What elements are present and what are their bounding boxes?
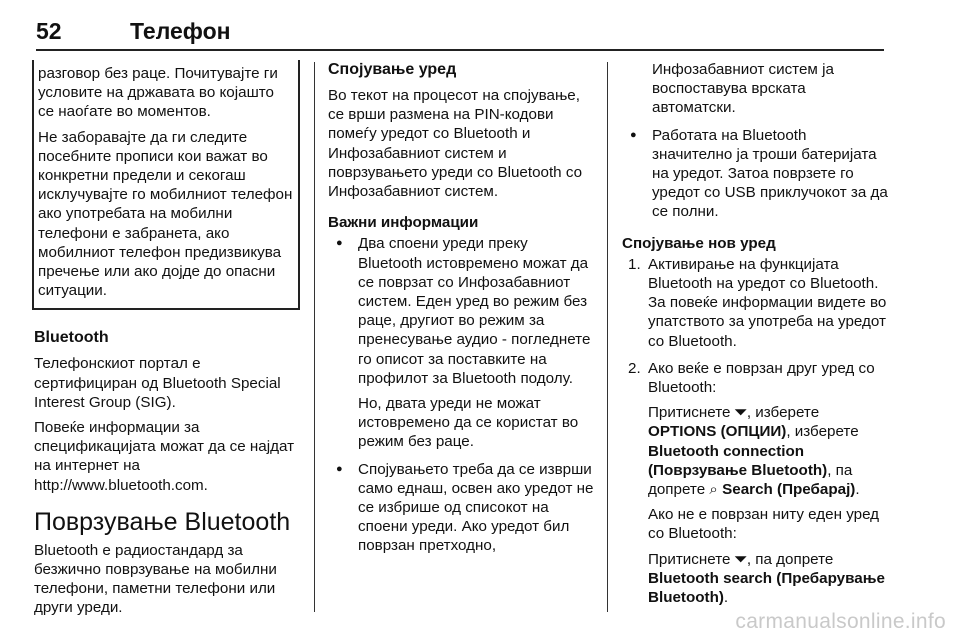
watermark: carmanualsonline.info — [735, 610, 946, 633]
text-fragment: Притиснете — [648, 404, 731, 422]
search-label: Search (Пребарај) — [722, 481, 856, 499]
text-fragment: , па допрете — [746, 550, 834, 568]
list-item — [328, 460, 596, 556]
step-2-paragraph-2 — [648, 403, 890, 499]
column-divider-2 — [607, 62, 608, 612]
text-fragment: , изберете — [786, 423, 859, 441]
new-device-heading: Спојување нов уред — [622, 234, 776, 252]
pairing-paragraph-1: Bluetooth е радиостандард за безжично поврзување на мобилни телефони, паметни телефони или други уреди. — [34, 541, 277, 617]
warning-paragraph-1: разговор без раце. Почитувајте ги условите на државата во којашто се наоѓате во моментов. — [38, 65, 278, 121]
page-title: Телефон — [130, 18, 231, 44]
column-1 — [34, 60, 300, 624]
bullet-1-paragraph-2: Но, двата уреди не можат истовремено да се користат во режим без раце. — [358, 395, 579, 451]
bullet-2-paragraph-1: ● Спојувањето треба да се изврши само еднаш, освен ако уредот не се избрише од списокот на споени уреди. Ако уредот бил поврзан претходно, — [358, 460, 594, 555]
bluetooth-search-label: Bluetooth search (Пребарување Bluetooth) — [648, 569, 885, 607]
step-2-paragraph-4 — [648, 550, 890, 608]
page-header — [36, 18, 886, 48]
text-fragment: Притиснете — [648, 550, 731, 568]
pair-device-heading: Спојување уред — [328, 61, 457, 78]
info-list — [328, 234, 596, 555]
list-item — [622, 359, 890, 607]
column-2 — [328, 60, 596, 564]
step-number: 1. — [628, 255, 641, 273]
warning-box — [32, 60, 300, 310]
text-fragment: . — [855, 481, 860, 499]
bluetooth-heading: Bluetooth — [34, 329, 109, 347]
text-fragment: . — [723, 589, 729, 607]
text-fragment: , изберете — [746, 404, 820, 422]
step-2-paragraph-3: Ако не е поврзан ниту еден уред со Bluetooth: — [648, 506, 880, 543]
column-divider-1 — [314, 62, 315, 612]
search-icon: ⌕ — [709, 481, 718, 499]
step-1-text: Активирање на функцијата Bluetooth на уредот со Bluetooth. За повеќе информации видете во упатството за употреба на уредот со Bluetooth. — [648, 255, 887, 350]
bluetooth-paragraph-1: Телефонскиот портал е сертифициран од Bluetooth Special Interest Group (SIG). — [34, 355, 281, 411]
page-number: 52 — [36, 18, 62, 44]
options-label: OPTIONS (ОПЦИИ) — [648, 423, 787, 441]
bullet-3: ● Работата на Bluetooth значително ја троши батеријата на уредот. Затоа поврзете го уредот со USB приклучокот за да се полни. — [652, 126, 888, 221]
step-2-paragraph-1: Ако веќе е поврзан друг уред со Bluetooth: — [648, 359, 875, 397]
pair-device-intro: Во текот на процесот на спојување, се врши размена на PIN-кодови помеѓу уредот со Bluetooth и Инфозабавниот систем и поврзувањето уреди со Bluetooth со Инфозабавниот систем. — [328, 87, 583, 201]
list-item — [622, 255, 890, 351]
step-number: 2. — [628, 359, 641, 377]
info-list-continued — [622, 126, 890, 222]
steps-list — [622, 255, 890, 607]
phone-icon: ⏷ — [734, 550, 747, 568]
warning-paragraph-2: Не заборавајте да ги следите посебните прописи кои важат во конкретни предели и секогаш исклучувајте го мобилниот телефон ако употребата на мобилни телефони е забранета, ако мобилниот телефон предизвикува пречење или ако дојде до опасни ситуации. — [38, 128, 293, 300]
bullet-1-paragraph-1: ● Два споени уреди преку Bluetooth истовремено можат да се поврзат со Инфозабавниот систем. Еден уред во режим без раце, другиот во режим за пренесување аудио - погледнете го описот за поставките на профилот за Bluetooth подолу. — [358, 235, 591, 387]
important-info-heading: Важни информации — [328, 214, 479, 232]
text-fragment: , па допрете — [648, 461, 853, 499]
list-item — [622, 126, 890, 222]
phone-icon: ⏷ — [734, 404, 747, 422]
bluetooth-connection-label: Bluetooth connection (Поврзување Bluetooth) — [648, 442, 828, 479]
pairing-heading: Поврзување Bluetooth — [34, 507, 291, 536]
list-item — [328, 234, 596, 451]
bluetooth-paragraph-2: Повеќе информации за спецификацијата можат да се најдат на интернет на http://www.bluetooth.com. — [34, 419, 295, 494]
column-3 — [622, 60, 890, 615]
continued-text: Инфозабавниот систем ја воспоставува врската автоматски. — [652, 61, 834, 117]
header-rule — [36, 49, 884, 51]
